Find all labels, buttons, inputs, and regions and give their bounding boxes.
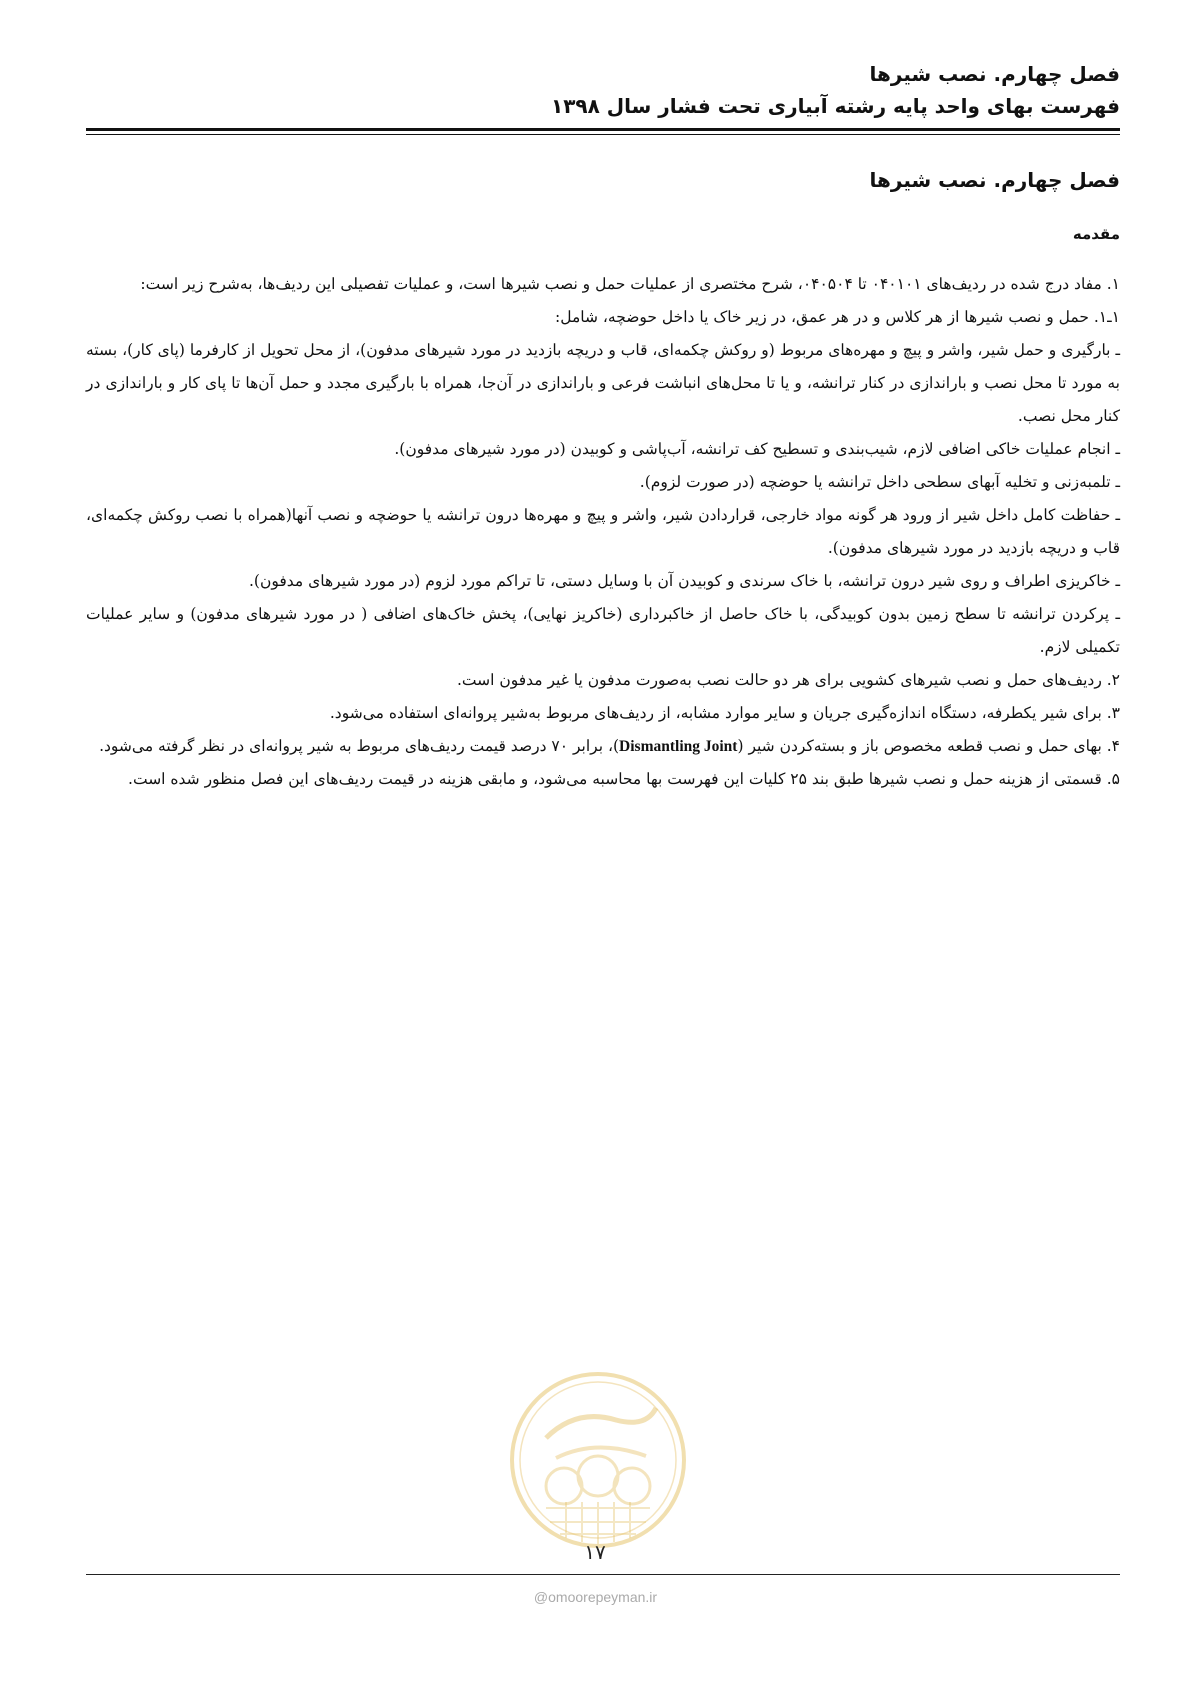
paragraph-4-after: )، برابر ۷۰ درصد قیمت ردیف‌های مربوط به شیر پروانه‌ای در نظر گرفته می‌شود. [99,737,620,755]
header-rule-thin [86,134,1120,135]
header-document-title: فهرست بهای واحد پایه رشته آبیاری تحت فشار سال ۱۳۹۸ [551,94,1120,118]
paragraph-2: ۲. ردیف‌های حمل و نصب شیرهای کشویی برای هر دو حالت نصب به‌صورت مدفون یا غیر مدفون است. [456,671,1120,689]
omoorepeyman-logo-watermark [506,1368,690,1552]
running-header [86,58,1120,122]
section-title: مقدمه [1072,225,1120,243]
paragraph-4-english-term: Dismantling Joint [619,738,738,755]
paragraph-5: ۵. قسمتی از هزینه حمل و نصب شیرها طبق بند ۲۵ کلیات این فهرست بها محاسبه می‌شود، و مابقی هزینه در قیمت ردیف‌های این فصل منظور شده است. [128,770,1120,788]
bullet-protection-installation: ـ حفاظت کامل داخل شیر از ورود هر گونه مواد خارجی، قراردادن شیر، واشر و پیچ و مهره‌ها درون ترانشه یا حوضچه و نصب آنها(همراه با نصب روکش چکمه‌ای، قاب و دریچه بازدید در مورد شیرهای مدفون). [86,506,1120,557]
paragraph-4 [86,730,1120,763]
chapter-title: فصل چهارم. نصب شیرها [869,168,1120,192]
footer-site-watermark: @omoorepeyman.ir [533,1589,658,1605]
header-rule-thick [86,128,1120,131]
paragraph-1-1: ۱ـ۱. حمل و نصب شیرها از هر کلاس و در هر عمق، در زیر خاک یا داخل حوضچه، شامل: [555,308,1120,326]
paragraph-3: ۳. برای شیر یکطرفه، دستگاه اندازه‌گیری جریان و سایر موارد مشابه، از ردیف‌های مربوط به‌شیر پروانه‌ای استفاده می‌شود. [329,704,1120,722]
bullet-pumping: ـ تلمبه‌زنی و تخلیه آبهای سطحی داخل ترانشه یا حوضچه (در صورت لزوم). [639,473,1120,491]
paragraph-1: ۱. مفاد درج شده در ردیف‌های ۰۴۰۱۰۱ تا ۰۴۰۵۰۴، شرح مختصری از عملیات حمل و نصب شیرها است، و عملیات تفصیلی این ردیف‌ها، به‌شرح زیر است: [140,275,1120,293]
page-number: ۱۷ [584,1540,606,1564]
footer-rule [86,1574,1120,1575]
paragraph-4-before: ۴. بهای حمل و نصب قطعه مخصوص باز و بسته‌کردن شیر ( [737,737,1120,755]
bullet-backfill: ـ خاکریزی اطراف و روی شیر درون ترانشه، با خاک سرندی و کوبیدن آن با وسایل دستی، تا تراکم مورد لزوم (در مورد شیرهای مدفون). [248,572,1120,590]
bullet-trench-fill: ـ پرکردن ترانشه تا سطح زمین بدون کوبیدگی، با خاک حاصل از خاکبرداری (خاکریز نهایی)، پخش خاک‌های اضافی ( در مورد شیرهای مدفون) و سایر عملیات تکمیلی لازم. [86,605,1120,656]
bullet-earthwork: ـ انجام عملیات خاکی اضافی لازم، شیب‌بندی و تسطیح کف ترانشه، آب‌پاشی و کوبیدن (در مورد شیرهای مدفون). [394,440,1120,458]
bullet-loading-transport: ـ بارگیری و حمل شیر، واشر و پیچ و مهره‌های مربوط (و روکش چکمه‌ای، قاب و دریچه بازدید در مورد شیرهای مدفون)، از محل تحویل از کارفرما (پای کار)، بسته به مورد تا محل نصب و باراندازی در کنار ترانشه، و یا تا محل‌های انباشت فرعی و باراندازی در آن‌جا، همراه با بارگیری مجدد و حمل آن‌ها تا پای کار و باراندازی در کنار محل نصب. [86,341,1120,425]
page-content [86,160,1120,796]
header-chapter: فصل چهارم. نصب شیرها [869,62,1120,86]
